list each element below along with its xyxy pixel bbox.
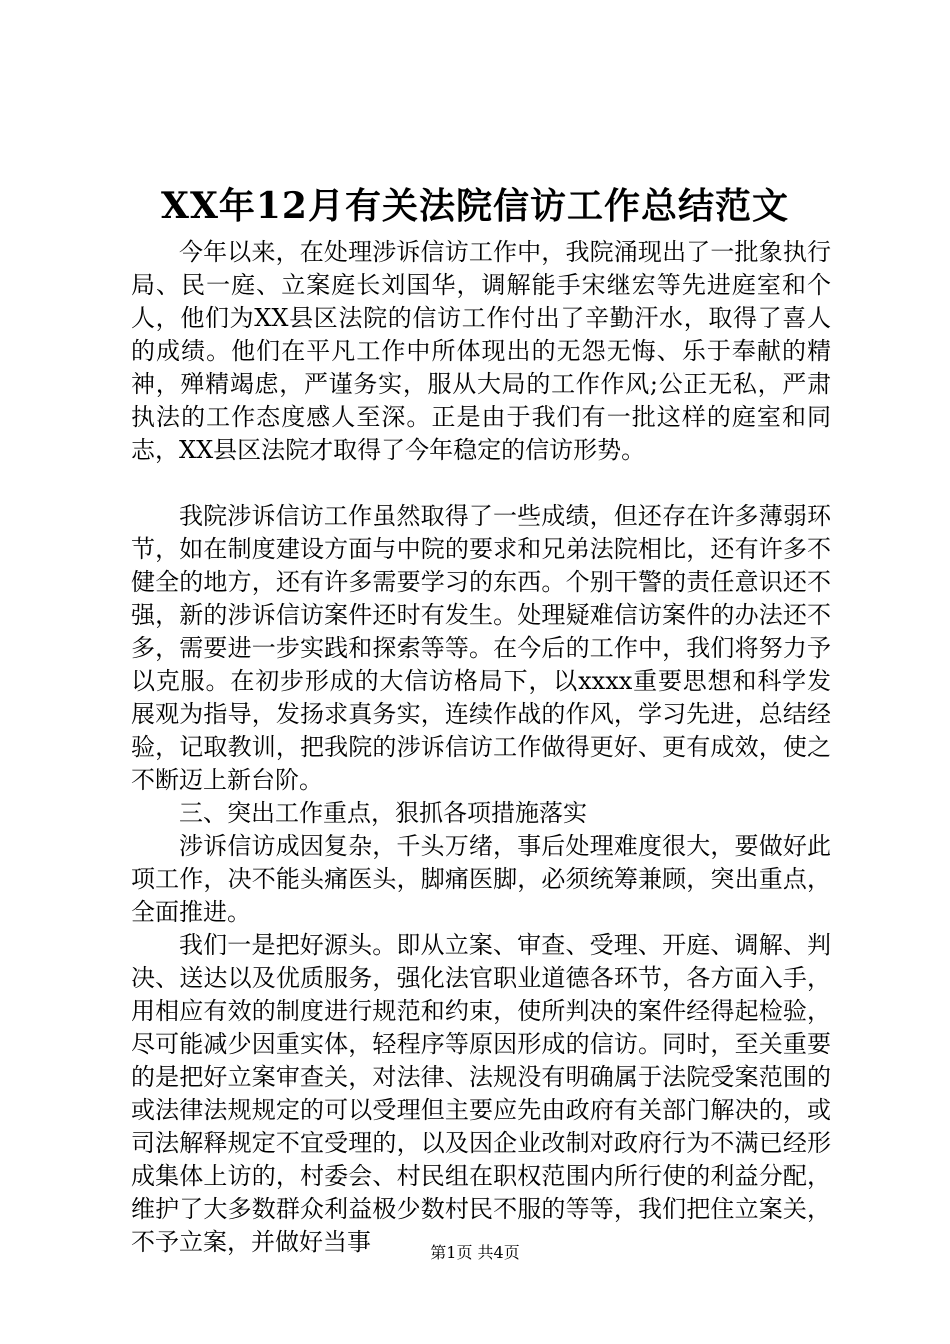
paragraph-achievements: 今年以来，在处理涉诉信访工作中，我院涌现出了一批象执行局、民一庭、立案庭长刘国华，调解能手宋继宏等先进庭室和个人，他们为XX县区法院的信访工作付出了辛勤汗水，取得了喜人的成绩。他们在平凡工作中所体现出的无怨无悔、乐于奉献的精神，殚精竭虑，严谨务实，服从大局的工作作风;公正无私，严肃执法的工作态度感人至深。正是由于我们有一批这样的庭室和同志，XX县区法院才取得了今年稳定的信访形势。 (131, 238, 831, 464)
page-number-footer: 第1页 共4页 (430, 1243, 520, 1262)
document-body (131, 236, 831, 1259)
paragraph-shortcomings: 我院涉诉信访工作虽然取得了一些成绩，但还存在许多薄弱环节，如在制度建设方面与中院的要求和兄弟法院相比，还有许多不健全的地方，还有许多需要学习的东西。个别干警的责任意识还不强，新的涉诉信访案件还时有发生。处理疑难信访案件的办法还不多，需要进一步实践和探索等等。在今后的工作中，我们将努力予以克服。在初步形成的大信访格局下，以xxxx重要思想和科学发展观为指导，发扬求真务实，连续作战的作风，学习先进，总结经验，记取教训，把我院的涉诉信访工作做得更好、更有成效，使之不断迈上新台阶。 (131, 502, 831, 794)
paragraph-source-control: 我们一是把好源头。即从立案、审查、受理、开庭、调解、判决、送达以及优质服务，强化法官职业道德各环节，各方面入手，用相应有效的制度进行规范和约束，使所判决的案件经得起检验，尽可能减少因重实体，轻程序等原因形成的信访。同时，至关重要的是把好立案审查关，对法律、法规没有明确属于法院受案范围的或法律法规规定的可以受理但主要应先由政府有关部门解决的，或司法解释规定不宜受理的，以及因企业改制对政府行为不满已经形成集体上访的，村委会、村民组在职权范围内所行使的利益分配，维护了大多数群众利益极少数村民不服的等等，我们把住立案关，不予立案，并做好当事 (131, 931, 831, 1256)
document-title: XX年12月有关法院信访工作总结范文 (161, 185, 789, 227)
section-heading: 三、突出工作重点，狠抓各项措施落实 (179, 799, 587, 827)
paragraph-causes: 涉诉信访成因复杂，千头万绪，事后处理难度很大，要做好此项工作，决不能头痛医头，脚痛医脚，必须统筹兼顾，突出重点，全面推进。 (131, 832, 831, 926)
